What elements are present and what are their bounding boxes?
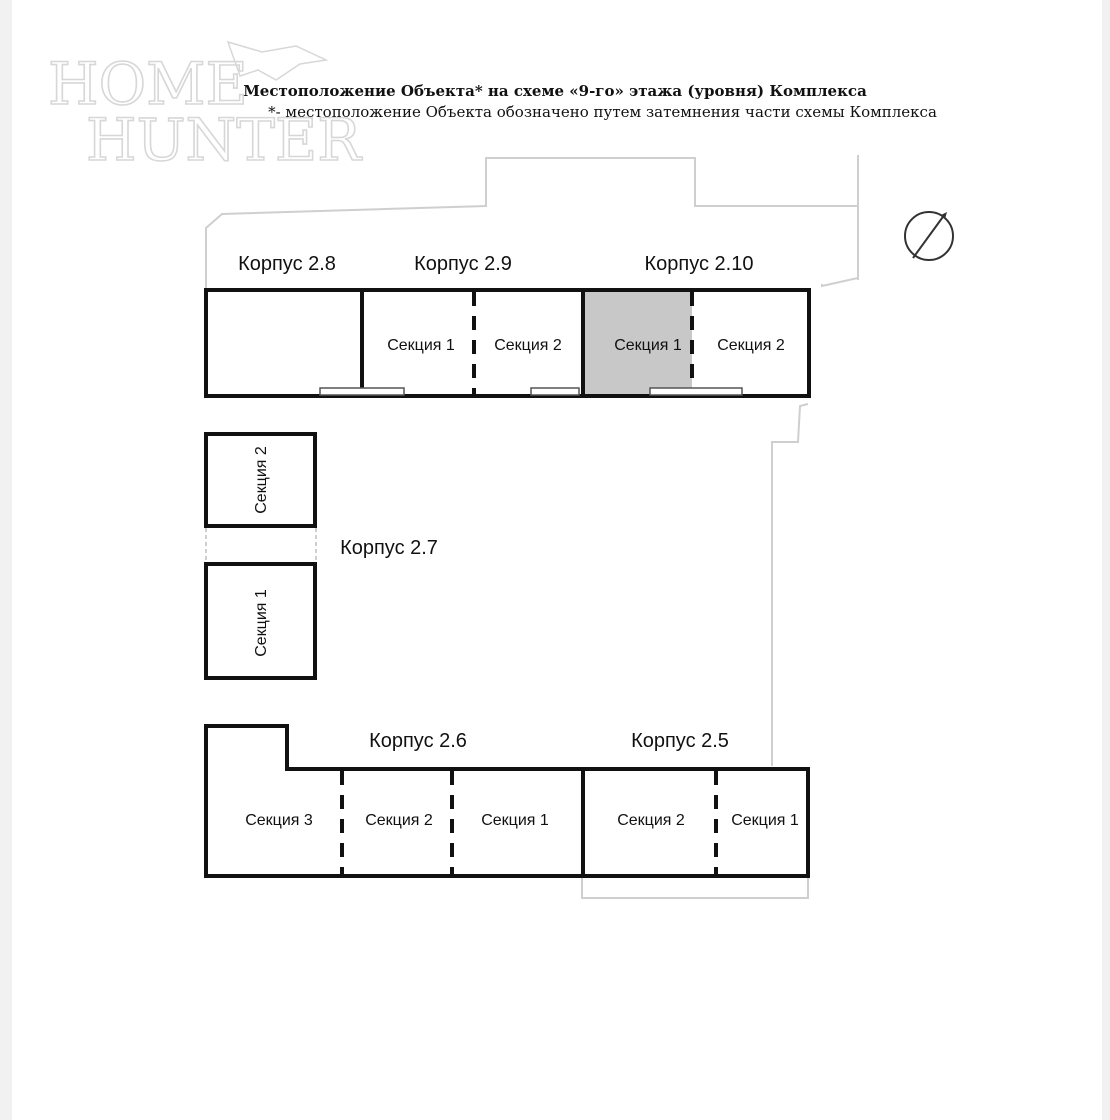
label-k26-sec3: Секция 3 xyxy=(245,812,313,829)
label-k27-sec2: Секция 2 xyxy=(253,446,270,514)
label-k25-sec2: Секция 2 xyxy=(617,812,685,829)
page-note: *- местоположение Объекта обозначено путем затемнения части схемы Комплекса xyxy=(268,103,937,121)
label-korpus-2-8: Корпус 2.8 xyxy=(238,253,336,275)
label-korpus-2-9: Корпус 2.9 xyxy=(414,253,512,275)
label-korpus-2-7: Корпус 2.7 xyxy=(340,537,438,559)
label-k210-sec2: Секция 2 xyxy=(717,337,785,354)
label-k26-sec2: Секция 2 xyxy=(365,812,433,829)
label-k29-sec2: Секция 2 xyxy=(494,337,562,354)
label-korpus-2-10: Корпус 2.10 xyxy=(644,253,754,275)
label-k210-sec1: Секция 1 xyxy=(614,337,682,354)
label-k25-sec1: Секция 1 xyxy=(731,812,799,829)
label-k29-sec1: Секция 1 xyxy=(387,337,455,354)
label-k26-sec1: Секция 1 xyxy=(481,812,549,829)
page-title: Местоположение Объекта* на схеме «9-го» этажа (уровня) Комплекса xyxy=(243,82,867,100)
label-k27-sec1: Секция 1 xyxy=(253,589,270,657)
entrances-top xyxy=(320,388,742,395)
watermark-line1: HOME xyxy=(48,50,248,118)
north-arrow-icon xyxy=(905,212,953,260)
watermark-line2: HUNTER xyxy=(86,106,361,174)
label-korpus-2-6: Корпус 2.6 xyxy=(369,730,467,752)
label-korpus-2-5: Корпус 2.5 xyxy=(631,730,729,752)
